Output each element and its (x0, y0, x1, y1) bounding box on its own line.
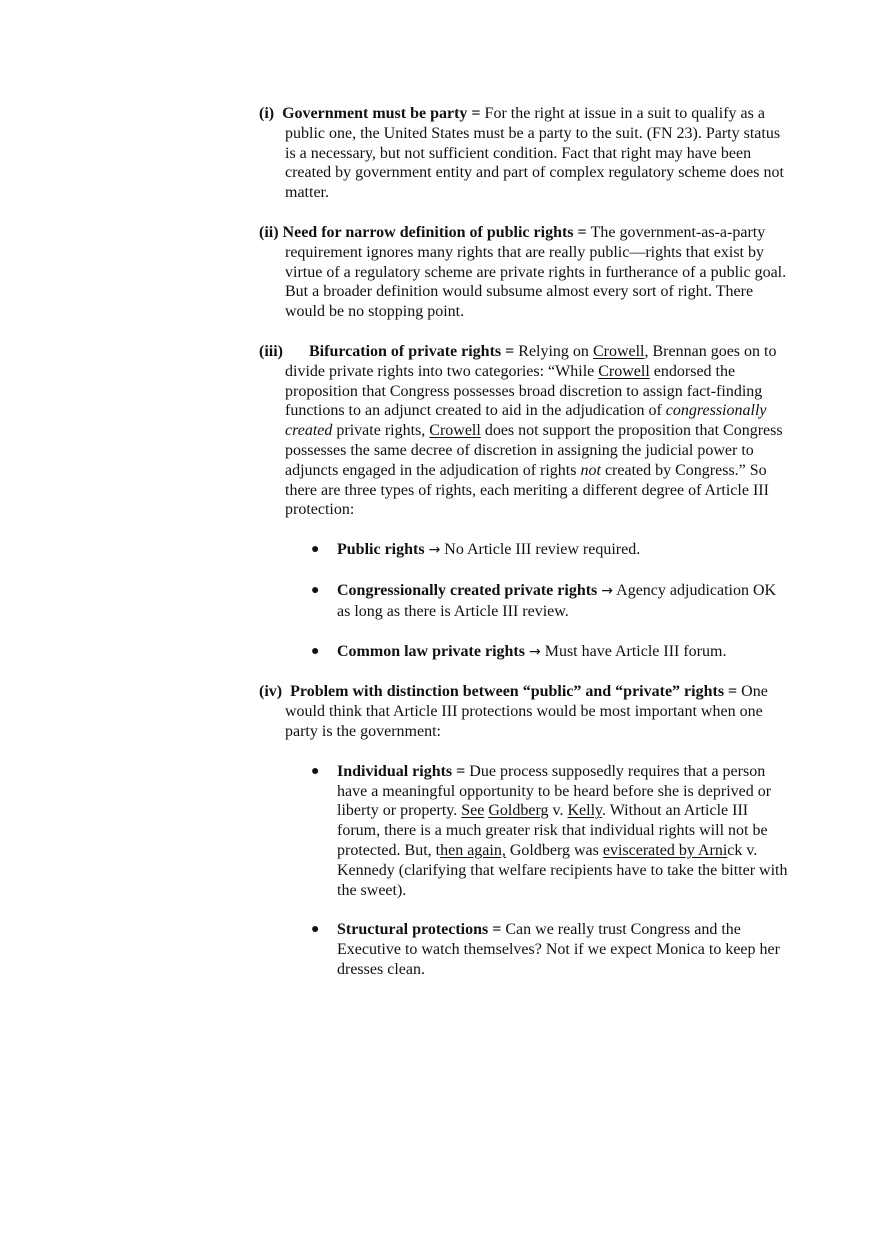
item-text: does not support the proposition that Congress possesses the same decree of discretion in assigning the judicial power to adjuncts engaged in the adjudication of rights (285, 422, 783, 479)
bullet-text: Can we really trust Congress and the Executive to watch themselves? Not if we expect Monica to keep her dresses clean. (337, 921, 780, 978)
bullet-icon: ● (311, 763, 320, 779)
item-text: Relying on (518, 342, 593, 360)
bullet-text: Must have Article III forum. (540, 642, 727, 660)
bullet-heading: Structural protections (337, 921, 489, 939)
case-citation: Kelly (567, 802, 602, 820)
bullet-text: v. (548, 802, 568, 820)
document-page (259, 104, 789, 980)
item-text: private rights, (332, 422, 430, 440)
item-number: (iv) (259, 683, 283, 701)
bullet-text: Due process supposedly requires that a person have a meaningful opportunity to be heard before she is deprived or liberty or property. (337, 762, 772, 820)
bullet-item-public-rights (259, 540, 789, 561)
item-text: endorsed the proposition that Congress possesses broad discretion to assign fact-finding functions to an adjunct created to aid in the adjudication of (285, 362, 763, 420)
bullet-text: No Article III review required. (440, 541, 641, 559)
bullet-equals: = (452, 762, 470, 780)
item-heading: Need for narrow definition of public rights (282, 223, 574, 241)
item-equals: = (573, 223, 591, 241)
underlined-text: eviscerated by Arni (602, 841, 728, 859)
item-text: For the right at issue in a suit to qualify as a public one, the United States must be a party to the suit. (FN 23). Party status is a necessary, but not sufficient condition. Fact that right may have been created by government entity and part of complex regulatory scheme does not matter. (285, 105, 784, 202)
item-number: (ii) (259, 223, 279, 241)
problem-bullet-list (259, 762, 789, 980)
bullet-icon: ● (311, 542, 320, 558)
arrow-right-icon: → (601, 582, 614, 599)
outline-item-i (259, 104, 789, 203)
arrow-right-icon: → (528, 643, 541, 660)
item-heading: Problem with distinction between “public” and “private” rights = (290, 683, 738, 701)
bullet-text: Goldberg was (505, 841, 603, 859)
item-equals: = (501, 342, 519, 360)
case-citation: Crowell (429, 422, 481, 440)
item-equals: = (467, 105, 485, 122)
bullet-heading: Congressionally created private rights (337, 581, 598, 599)
rights-bullet-list (259, 540, 789, 662)
emphasis: not (580, 461, 601, 479)
bullet-text: . Without an Article III forum, there is a much greater risk that individual rights will not be protected. But, t (337, 802, 768, 859)
item-text: created by Congress.” So there are three types of rights, each meriting a different degree of Article III protection: (285, 461, 769, 519)
bullet-item-common-law-rights (259, 642, 789, 663)
item-heading: Bifurcation of private rights (309, 342, 502, 360)
outline-item-iii (259, 342, 789, 520)
bullet-icon: ● (311, 643, 320, 659)
bullet-item-structural-protections (259, 920, 789, 979)
underlined-text: hen again, (440, 841, 506, 859)
item-number: (i) (259, 105, 275, 122)
item-text: , Brennan goes on to divide private rights into two categories: “While (285, 342, 777, 380)
item-text: One would think that Article III protections would be most important when one party is the government: (285, 683, 768, 740)
bullet-text: Agency adjudication OK as long as there is Article III review. (337, 581, 777, 620)
case-citation: Goldberg (488, 802, 549, 820)
bullet-icon: ● (311, 582, 320, 598)
outline-item-ii (259, 223, 789, 322)
outline-item-iv (259, 682, 789, 741)
arrow-right-icon: → (428, 542, 441, 559)
emphasis: congressionally created (285, 402, 767, 440)
bullet-equals: = (488, 921, 506, 939)
bullet-item-congress-rights (259, 581, 789, 622)
signal-word: See (461, 802, 485, 820)
bullet-icon: ● (311, 922, 320, 938)
bullet-item-individual-rights (259, 762, 789, 901)
case-citation: Crowell (592, 342, 645, 360)
item-text: The government-as-a-party requirement ignores many rights that are really public—rights that exist by virtue of a regulatory scheme are private rights in furtherance of a public goal. But a broader definition would subsume almost every sort of right. There would be no stopping point. (285, 223, 787, 321)
bullet-heading: Common law private rights (337, 642, 525, 660)
bullet-heading: Public rights (337, 541, 425, 559)
case-citation: Crowell (598, 362, 650, 380)
item-heading: Government must be party (282, 105, 468, 122)
bullet-heading: Individual rights (337, 762, 453, 780)
bullet-text: ck v. Kennedy (clarifying that welfare recipients have to take the bitter with the sweet). (337, 841, 788, 899)
item-number: (iii) (259, 342, 283, 360)
